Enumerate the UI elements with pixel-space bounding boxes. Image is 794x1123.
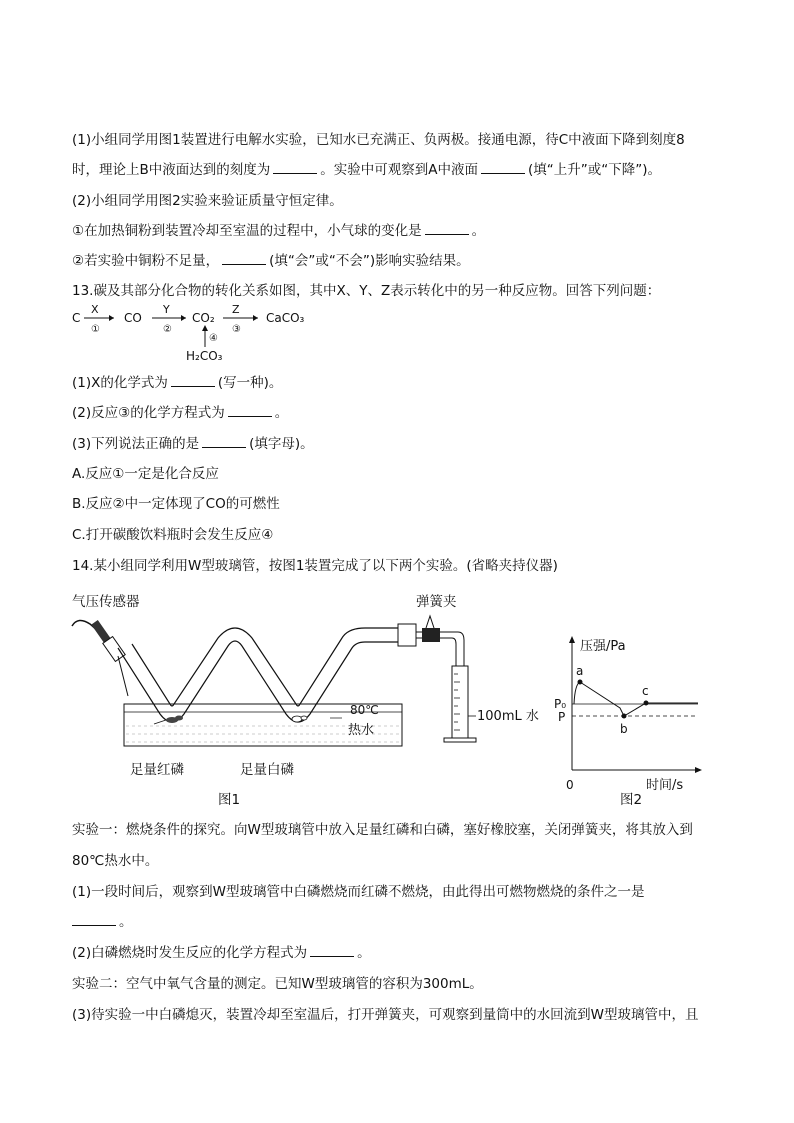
y-axis-label: 压强/Pa — [580, 639, 626, 654]
answer-blank[interactable] — [310, 944, 354, 957]
sensor-label: 气压传感器 — [72, 594, 140, 610]
q12-line-2: 时，理论上B中液面达到的刻度为 。实验中可观察到A中液面 (填“上升”或“下降”)。 — [72, 162, 662, 178]
cylinder-label: 100mL 水 — [477, 709, 539, 724]
point-c-label: c — [642, 684, 649, 698]
scheme-caco3: CaCO₃ — [266, 311, 305, 325]
q14-sub-2: (2)白磷燃烧时发生反应的化学方程式为 。 — [72, 945, 371, 961]
pressure-curve — [574, 682, 698, 716]
measuring-cylinder — [444, 666, 476, 742]
scheme-n3: ③ — [232, 324, 241, 335]
q13-sub-1: (1)X的化学式为 (写一种)。 — [72, 375, 283, 391]
q12-line-4: ①在加热铜粉到装置冷却至室温的过程中，小气球的变化是 。 — [72, 223, 486, 239]
scheme-n1: ① — [91, 324, 100, 335]
q13-option-c: C.打开碳酸饮料瓶时会发生反应④ — [72, 527, 274, 543]
scheme-n2: ② — [163, 324, 172, 335]
p0-label: P₀ — [554, 697, 567, 711]
figure-1-apparatus — [60, 586, 550, 811]
scheme-z: Z — [232, 305, 240, 316]
answer-blank[interactable] — [202, 435, 246, 448]
scheme-x: X — [91, 305, 99, 316]
point-a — [578, 680, 583, 685]
point-b — [622, 714, 627, 719]
scheme-co2: CO₂ — [192, 311, 215, 325]
y-axis-arrow — [569, 636, 575, 643]
spring-clamp — [422, 616, 440, 642]
x-axis-label: 时间/s — [646, 778, 684, 793]
q14-sub-3: (3)待实验一中白磷熄灭，装置冷却至室温后，打开弹簧夹，可观察到量筒中的水回流到W型玻璃管中，且 — [72, 1007, 699, 1023]
temp-label: 80℃ — [350, 703, 379, 717]
answer-blank[interactable] — [481, 161, 525, 174]
figure-2-caption: 图2 — [620, 792, 643, 808]
conversion-scheme — [68, 305, 328, 365]
q14-exp1-line-1: 实验一：燃烧条件的探究。向W型玻璃管中放入足量红磷和白磷，塞好橡胶塞，关闭弹簧夹，将其放入到 — [72, 822, 693, 838]
red-phosphorus-label: 足量红磷 — [130, 762, 184, 778]
clamp-label: 弹簧夹 — [416, 594, 457, 610]
q13-option-b: B.反应②中一定体现了CO的可燃性 — [72, 496, 280, 512]
answer-blank[interactable] — [425, 222, 469, 235]
q14-stem: 14.某小组同学利用W型玻璃管，按图1装置完成了以下两个实验。(省略夹持仪器) — [72, 558, 558, 574]
figure-2-chart — [548, 628, 708, 813]
q14-sub-1-answer: 。 — [72, 912, 133, 932]
p-label: P — [558, 710, 566, 724]
scheme-co: CO — [124, 311, 142, 325]
white-phosphorus-label: 足量白磷 — [240, 762, 294, 778]
answer-blank[interactable] — [72, 913, 116, 926]
water-label: 热水 — [348, 723, 375, 738]
scheme-y: Y — [163, 305, 170, 316]
point-b-label: b — [620, 722, 628, 736]
answer-blank[interactable] — [228, 404, 272, 417]
q14-exp1-line-2: 80℃热水中。 — [72, 853, 159, 869]
q12-line-1: (1)小组同学用图1装置进行电解水实验，已知水已充满正、负两极。接通电源，待C中液面下降到刻度8 — [72, 132, 685, 148]
q12-line-5: ②若实验中铜粉不足量， (填“会”或“不会”)影响实验结果。 — [72, 253, 470, 269]
scheme-h2co3: H₂CO₃ — [186, 349, 223, 363]
origin-label: 0 — [566, 778, 574, 792]
q12-line-3: (2)小组同学用图2实验来验证质量守恒定律。 — [72, 193, 343, 209]
answer-blank[interactable] — [171, 374, 215, 387]
q13-sub-3: (3)下列说法正确的是 (填字母)。 — [72, 436, 314, 452]
scheme-c: C — [72, 311, 81, 325]
q13-sub-2: (2)反应③的化学方程式为 。 — [72, 405, 289, 421]
x-axis-arrow — [695, 767, 702, 773]
figure-1-caption: 图1 — [218, 792, 241, 808]
scheme-n4: ④ — [209, 333, 218, 344]
answer-blank[interactable] — [273, 161, 317, 174]
q14-sub-1: (1)一段时间后，观察到W型玻璃管中白磷燃烧而红磷不燃烧，由此得出可燃物燃烧的条件之一是 — [72, 884, 645, 900]
q13-stem: 13.碳及其部分化合物的转化关系如图，其中X、Y、Z表示转化中的另一种反应物。回答下列问题： — [72, 283, 661, 299]
point-a-label: a — [576, 664, 584, 678]
point-c — [644, 701, 649, 706]
q14-exp2: 实验二：空气中氧气含量的测定。已知W型玻璃管的容积为300mL。 — [72, 976, 483, 992]
q13-option-a: A.反应①一定是化合反应 — [72, 466, 219, 482]
answer-blank[interactable] — [222, 252, 266, 265]
